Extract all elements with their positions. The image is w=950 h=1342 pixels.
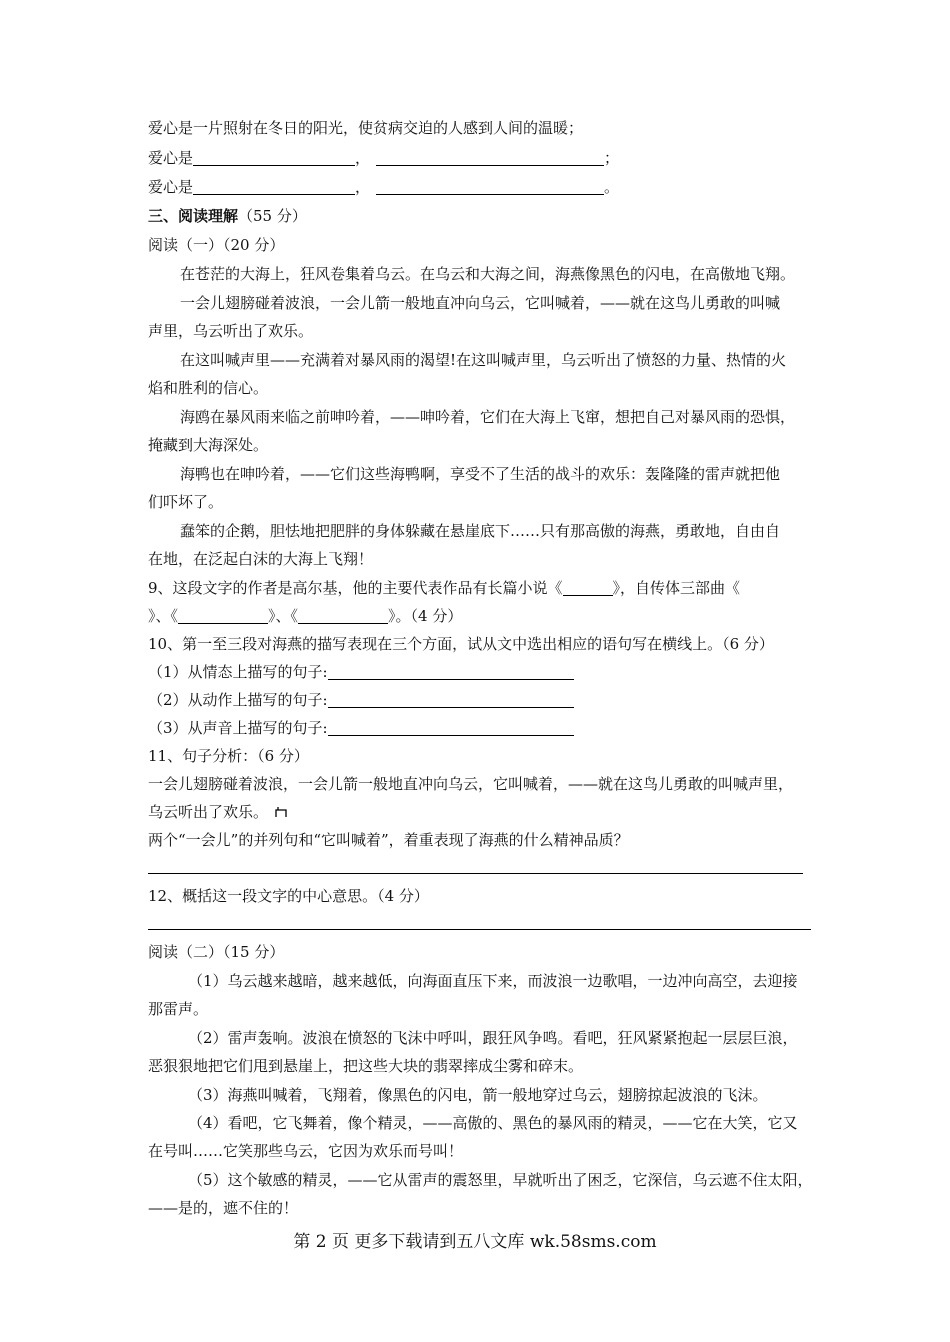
line-text: 》，自传体三部曲《 xyxy=(612,579,741,597)
question-11: 11、句子分析：（6 分） xyxy=(148,747,309,765)
passage-line: 蠢笨的企鹅，胆怯地把肥胖的身体躲藏在悬崖底下……只有那高傲的海燕，勇敢地，自由自 xyxy=(180,522,781,540)
passage-line: 在号叫……它笑那些乌云，它因为欢乐而号叫！ xyxy=(148,1142,464,1160)
answer-blank[interactable] xyxy=(376,149,604,166)
line-text: 。 xyxy=(604,178,620,196)
line-text: ， xyxy=(355,149,371,167)
answer-blank[interactable] xyxy=(193,178,355,195)
line-text: ， xyxy=(355,178,371,196)
line-text: 》、《 xyxy=(148,607,179,625)
line-text: 爱心是 xyxy=(148,149,194,167)
answer-blank[interactable] xyxy=(563,579,613,596)
question-10-item xyxy=(148,718,858,738)
passage-line: 在地，在泛起白沫的大海上飞翔！ xyxy=(148,550,374,568)
answer-line[interactable] xyxy=(148,929,811,930)
passage-line: 掩藏到大海深处。 xyxy=(148,436,269,454)
fill-in-line xyxy=(148,148,858,168)
answer-blank[interactable] xyxy=(328,719,574,736)
page-footer: 第 2 页 更多下载请到五八文库 wk.58sms.com xyxy=(293,1232,657,1252)
passage-line: 海鸥在暴风雨来临之前呻吟着，——呻吟着，它们在大海上飞窜，想把自己对暴风雨的恐惧， xyxy=(180,408,796,426)
line-text: （2）从动作上描写的句子: xyxy=(148,691,328,709)
line-text: 爱心是 xyxy=(148,178,194,196)
question-10: 10、第一至三段对海燕的描写表现在三个方面，试从文中选出相应的语句写在横线上。（6 分） xyxy=(148,635,774,653)
reading-heading: 阅读（二）（15 分） xyxy=(148,943,285,961)
answer-blank[interactable] xyxy=(298,607,388,624)
line-text: 9、这段文字的作者是高尔基，他的主要代表作品有长篇小说《 xyxy=(148,579,563,597)
line-text: 》。（4 分） xyxy=(388,607,463,625)
question-11-prompt: 两个“一会儿”的并列句和“它叫喊着”，着重表现了海燕的什么精神品质？ xyxy=(148,831,629,849)
passage-line: （3）海燕叫喊着，飞翔着，像黑色的闪电，箭一般地穿过乌云，翅膀掠起波浪的飞沫。 xyxy=(188,1086,768,1104)
passage-line: 恶狠狠地把它们甩到悬崖上，把这些大块的翡翠摔成尘雾和碎末。 xyxy=(148,1057,584,1075)
fill-in-line xyxy=(148,177,858,197)
quoted-sentence: 一会儿翅膀碰着波浪，一会儿箭一般地直冲向乌云，它叫喊着，——就在这鸟儿勇敢的叫喊声里， xyxy=(148,775,794,793)
passage-line: （5）这个敏感的精灵，——它从雷声的震怒里，早就听出了困乏，它深信，乌云遮不住太阳， xyxy=(188,1171,813,1189)
passage-line: （4）看吧，它飞舞着，像个精灵，——高傲的、黑色的暴风雨的精灵，——它在大笑，它又 xyxy=(188,1114,798,1132)
line-text: ； xyxy=(604,149,620,167)
answer-blank[interactable] xyxy=(328,691,574,708)
heading-title: 三、阅读理解 xyxy=(148,207,239,225)
passage-line: 一会儿翅膀碰着波浪，一会儿箭一般地直冲向乌云，它叫喊着，——就在这鸟儿勇敢的叫喊 xyxy=(180,294,781,312)
line-text: 》、《 xyxy=(268,607,299,625)
section-heading xyxy=(148,206,858,226)
quoted-sentence xyxy=(148,802,858,822)
line-text: （3）从声音上描写的句子: xyxy=(148,719,328,737)
question-9-line xyxy=(148,578,858,598)
passage-line: （2）雷声轰响。波浪在愤怒的飞沫中呼叫，跟狂风争鸣。看吧，狂风紧紧抱起一层层巨浪， xyxy=(188,1029,798,1047)
passage-line: 焰和胜利的信心。 xyxy=(148,379,269,397)
answer-blank[interactable] xyxy=(328,663,574,680)
reading-heading: 阅读（一）（20 分） xyxy=(148,236,285,254)
passage-line: 声里，乌云听出了欢乐。 xyxy=(148,322,314,340)
annotation-mark-icon xyxy=(275,806,287,818)
answer-line[interactable] xyxy=(148,873,803,874)
passage-line: 在苍茫的大海上，狂风卷集着乌云。在乌云和大海之间，海燕像黑色的闪电，在高傲地飞翔。 xyxy=(180,265,796,283)
line-text: （1）从情态上描写的句子: xyxy=(148,663,328,681)
passage-line: 们吓坏了。 xyxy=(148,493,224,511)
question-10-item xyxy=(148,690,858,710)
question-9-line xyxy=(148,606,858,626)
line-text: 乌云听出了欢乐。 xyxy=(148,803,269,821)
text-line: 爱心是一片照射在冬日的阳光，使贫病交迫的人感到人间的温暖； xyxy=(148,119,584,137)
heading-score: （55 分） xyxy=(238,207,307,225)
passage-line: 海鸭也在呻吟着，——它们这些海鸭啊，享受不了生活的战斗的欢乐：轰隆隆的雷声就把他 xyxy=(180,465,781,483)
passage-line: （1）乌云越来越暗，越来越低，向海面直压下来，而波浪一边歌唱，一边冲向高空，去迎接 xyxy=(188,972,798,990)
question-12: 12、概括这一段文字的中心意思。（4 分） xyxy=(148,887,429,905)
answer-blank[interactable] xyxy=(178,607,268,624)
passage-line: 那雷声。 xyxy=(148,1000,209,1018)
answer-blank[interactable] xyxy=(376,178,604,195)
passage-line: 在这叫喊声里——充满着对暴风雨的渴望!在这叫喊声里，乌云听出了愤怒的力量、热情的火 xyxy=(180,351,787,369)
answer-blank[interactable] xyxy=(193,149,355,166)
passage-line: ——是的，遮不住的！ xyxy=(148,1199,299,1217)
question-10-item xyxy=(148,662,858,682)
